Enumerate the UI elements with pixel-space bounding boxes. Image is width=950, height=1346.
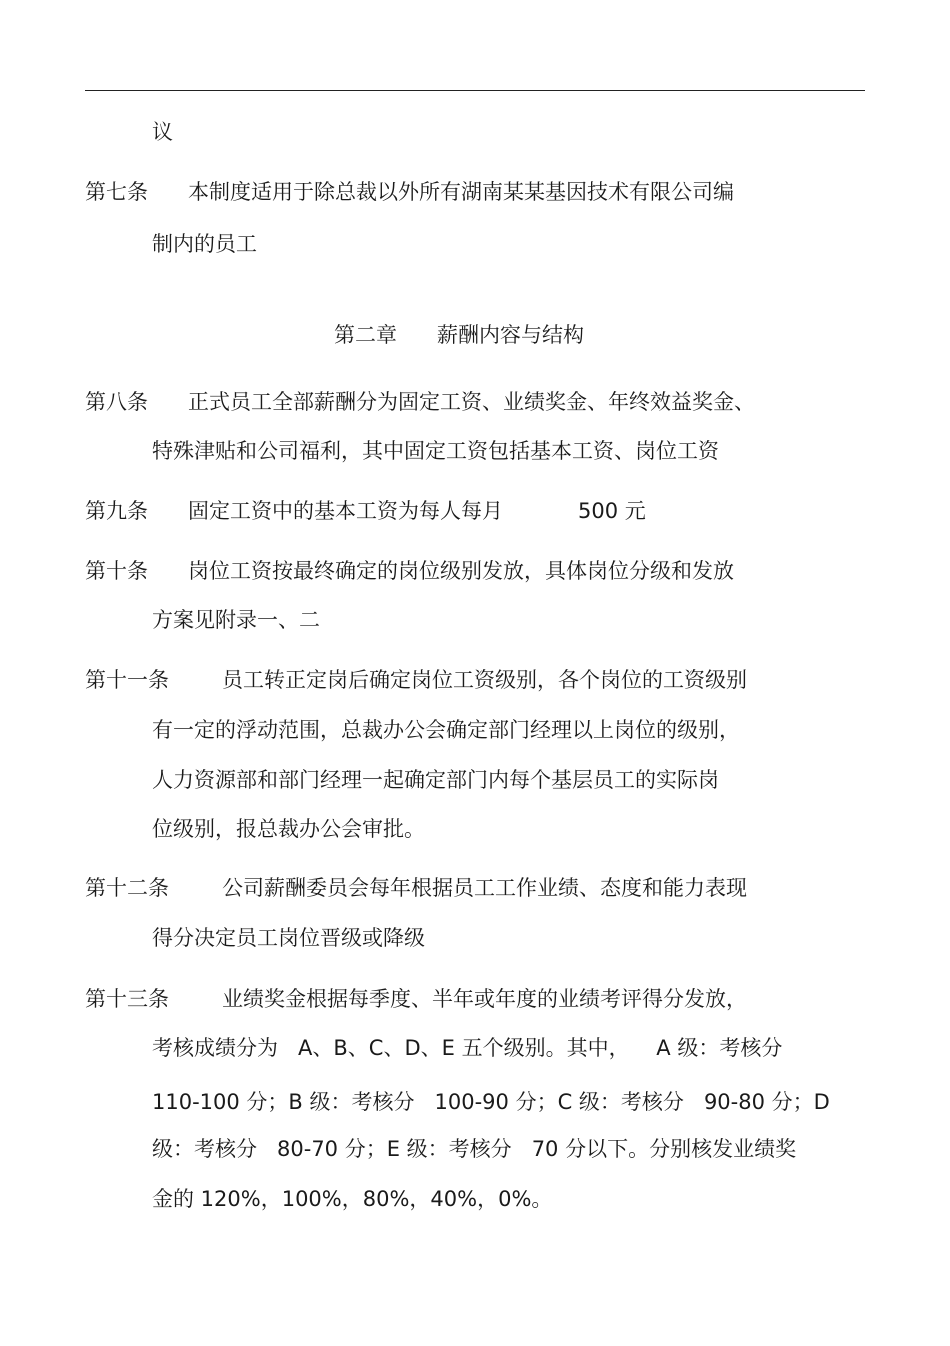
article-13-line-5: 金的 120%，100%，80%，40%，0%。 bbox=[152, 1187, 553, 1211]
article-13-line-3: 110-100 分；B 级：考核分 100-90 分；C 级：考核分 90-80 分；D bbox=[152, 1090, 830, 1114]
article-8-line-1: 正式员工全部薪酬分为固定工资、业绩奖金、年终效益奖金、 bbox=[188, 390, 755, 414]
article-13-label: 第十三条 bbox=[85, 987, 169, 1011]
article-13-line-2: 考核成绩分为 A、B、C、D、E 五个级别。其中， A 级：考核分 bbox=[152, 1036, 783, 1060]
article-10-line-2: 方案见附录一、二 bbox=[152, 608, 320, 632]
article-11-line-4: 位级别，报总裁办公会审批。 bbox=[152, 817, 425, 841]
article-11-line-1: 员工转正定岗后确定岗位工资级别，各个岗位的工资级别 bbox=[222, 668, 747, 692]
article-8-label: 第八条 bbox=[85, 390, 148, 414]
article-10-label: 第十条 bbox=[85, 559, 148, 583]
chapter-title: 薪酬内容与结构 bbox=[437, 323, 584, 347]
article-10-line-1: 岗位工资按最终确定的岗位级别发放，具体岗位分级和发放 bbox=[188, 559, 734, 583]
article-12-label: 第十二条 bbox=[85, 876, 169, 900]
article-13-line-1: 业绩奖金根据每季度、半年或年度的业绩考评得分发放， bbox=[222, 987, 747, 1011]
article-13-line-4: 级：考核分 80-70 分；E 级：考核分 70 分以下。分别核发业绩奖 bbox=[152, 1137, 797, 1161]
article-12-line-2: 得分决定员工岗位晋级或降级 bbox=[152, 926, 425, 950]
article-11-label: 第十一条 bbox=[85, 668, 169, 692]
article-9-line-1: 固定工资中的基本工资为每人每月 bbox=[188, 499, 503, 523]
article-9-label: 第九条 bbox=[85, 499, 148, 523]
article-9-amount: 500 元 bbox=[578, 499, 646, 523]
article-7-line-2: 制内的员工 bbox=[152, 232, 257, 256]
header-rule bbox=[85, 90, 865, 91]
article-7-label: 第七条 bbox=[85, 180, 148, 204]
article-8-line-2: 特殊津贴和公司福利，其中固定工资包括基本工资、岗位工资 bbox=[152, 439, 719, 463]
article-7-line-1: 本制度适用于除总裁以外所有湖南某某基因技术有限公司编 bbox=[188, 180, 734, 204]
chapter-number: 第二章 bbox=[334, 323, 397, 347]
article-11-line-3: 人力资源部和部门经理一起确定部门内每个基层员工的实际岗 bbox=[152, 768, 719, 792]
continuation-text: 议 bbox=[152, 120, 173, 144]
article-11-line-2: 有一定的浮动范围，总裁办公会确定部门经理以上岗位的级别， bbox=[152, 718, 740, 742]
article-12-line-1: 公司薪酬委员会每年根据员工工作业绩、态度和能力表现 bbox=[222, 876, 747, 900]
